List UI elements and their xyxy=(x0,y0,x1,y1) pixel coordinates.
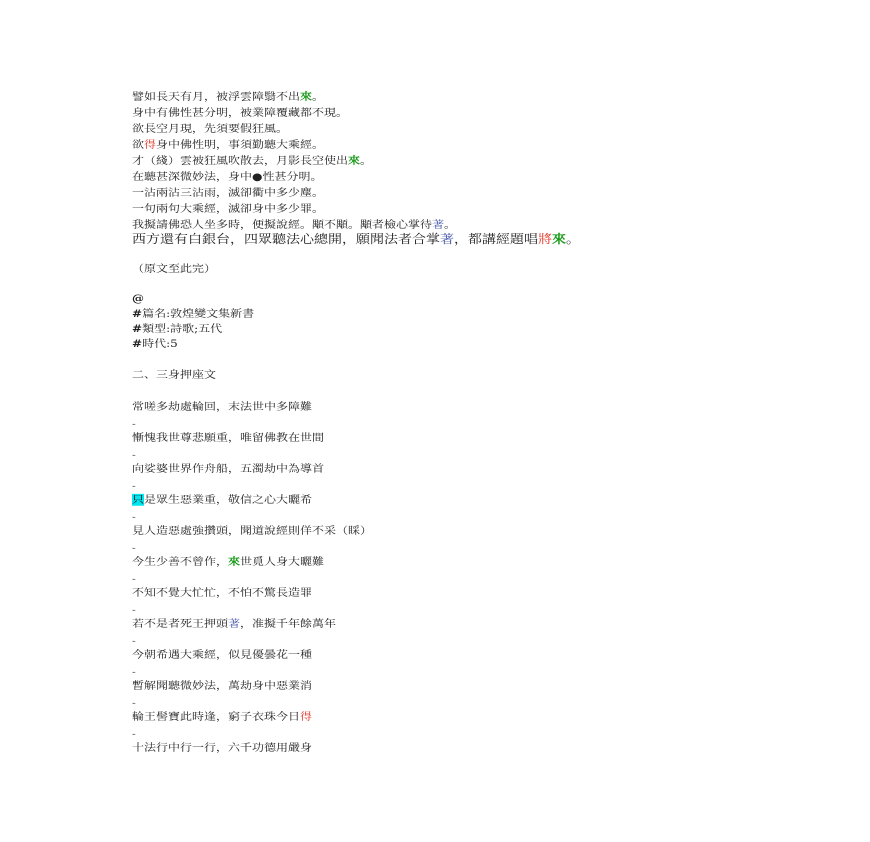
highlight-red: 將 xyxy=(538,232,552,247)
passage-line-3 xyxy=(132,122,288,136)
section-heading-text: 二、三身押座文 xyxy=(132,368,217,381)
passage-line-10 xyxy=(132,232,580,247)
at-symbol: @ xyxy=(132,292,144,305)
text-segment: 。 xyxy=(444,218,457,231)
text-segment: 我擬請佛恐人坐多時，便擬說經。顒不顒。顒者檢心掌待 xyxy=(132,218,433,231)
verse-3 xyxy=(132,462,324,476)
passage-line-8 xyxy=(132,202,324,216)
text-segment: 才（綫）雲被狂風吹散去，月影長空使出 xyxy=(132,154,349,167)
verse-text: 常嗟多劫處輪回，末法世中多障難 xyxy=(132,400,313,413)
verse-separator xyxy=(132,451,136,460)
highlight-green: 來 xyxy=(348,154,361,167)
text-segment: 身中有佛性甚分明，被業障覆藏都不現。 xyxy=(132,106,349,119)
verse-text: 見人造惡處強攢頭，聞道說經則佯不采（睬） xyxy=(132,524,373,537)
separator-dash: - xyxy=(132,728,136,740)
text-segment: 欲 xyxy=(132,138,145,151)
separator-dash: - xyxy=(132,511,136,523)
text-segment: 在聽甚深微妙法，身中●性甚分明。 xyxy=(132,170,323,183)
verse-7 xyxy=(132,586,312,600)
verse-text: 十法行中行一行，六千功德用嚴身 xyxy=(132,741,313,754)
verse-separator xyxy=(132,513,136,522)
metadata-title-text: 篇名:敦煌變文集新書 xyxy=(142,307,255,320)
highlight-cyan: 只 xyxy=(132,493,145,506)
verse-5 xyxy=(132,524,372,538)
separator-dash: - xyxy=(132,542,136,554)
separator-dash: - xyxy=(132,697,136,709)
separator-dash: - xyxy=(132,635,136,647)
text-segment: 。 xyxy=(360,154,373,167)
text-segment: 一沾兩沾三沾雨，滅卻衢中多少塵。 xyxy=(132,186,325,199)
passage-line-1 xyxy=(132,90,324,104)
text-segment: 欲長空月現，先須要假狂風。 xyxy=(132,122,289,135)
metadata-title xyxy=(132,307,254,321)
metadata-type xyxy=(132,322,222,336)
text-segment: 譬如長天有月，被浮雲障翳不出 xyxy=(132,90,301,103)
verse-9 xyxy=(132,648,312,662)
separator-dash: - xyxy=(132,573,136,585)
verse-2 xyxy=(132,431,324,445)
metadata-at xyxy=(132,292,144,306)
highlight-red: 得 xyxy=(300,710,313,723)
verse-10 xyxy=(132,679,312,693)
verse-4 xyxy=(132,493,312,507)
verse-8 xyxy=(132,617,336,631)
end-note-text: （原文至此完） xyxy=(132,262,217,275)
separator-dash: - xyxy=(132,418,136,430)
verse-text: 世覓人身大曬難 xyxy=(240,555,325,568)
highlight-blue: 著 xyxy=(228,617,241,630)
verse-1 xyxy=(132,400,312,414)
verse-text: 慚愧我世尊悲願重，唯留佛教在世間 xyxy=(132,431,325,444)
verse-text: 輪王髻寶此時逢，窮子衣珠今日 xyxy=(132,710,301,723)
verse-text: ，准擬千年餘萬年 xyxy=(240,617,337,630)
separator-dash: - xyxy=(132,666,136,678)
verse-text: 暫解聞聽微妙法，萬劫身中惡業消 xyxy=(132,679,313,692)
verse-text: 不知不覺大忙忙，不怕不驚長造罪 xyxy=(132,586,313,599)
separator-dash: - xyxy=(132,480,136,492)
passage-line-7 xyxy=(132,186,324,200)
metadata-era-text: 時代:5 xyxy=(142,337,178,350)
verse-text: 今生少善不曾作， xyxy=(132,555,229,568)
passage-line-5 xyxy=(132,154,372,168)
section-heading xyxy=(132,368,216,382)
text-segment: ，都講經題唱 xyxy=(454,232,538,247)
verse-separator xyxy=(132,420,136,429)
verse-separator xyxy=(132,668,136,677)
verse-text: 若不是者死王押頭 xyxy=(132,617,229,630)
highlight-blue: 著 xyxy=(432,218,445,231)
highlight-red: 得 xyxy=(144,138,157,151)
highlight-green: 來 xyxy=(228,555,241,568)
verse-separator xyxy=(132,482,136,491)
hash-marker: # xyxy=(132,322,143,335)
text-segment: 。 xyxy=(566,232,580,247)
verse-text: 向娑婆世界作舟船，五濁劫中為導首 xyxy=(132,462,325,475)
verse-12 xyxy=(132,741,312,755)
verse-separator xyxy=(132,730,136,739)
separator-dash: - xyxy=(132,449,136,461)
end-note xyxy=(132,262,216,276)
text-segment: 西方還有白銀台，四眾聽法心總開，願聞法者合掌 xyxy=(132,232,440,247)
verse-11 xyxy=(132,710,312,724)
passage-line-6 xyxy=(132,170,322,184)
text-segment: 一句兩句大乘經，滅卻身中多少罪。 xyxy=(132,202,325,215)
verse-text: 是眾生惡業重，敬信之心大曬希 xyxy=(144,493,313,506)
verse-text: 今朝希遇大乘經，似見優曇花一種 xyxy=(132,648,313,661)
passage-line-2 xyxy=(132,106,348,120)
passage-line-9 xyxy=(132,218,456,232)
verse-separator xyxy=(132,544,136,553)
hash-marker: # xyxy=(132,307,143,320)
highlight-blue: 著 xyxy=(440,232,454,247)
hash-marker: # xyxy=(132,337,143,350)
metadata-era xyxy=(132,337,178,351)
text-segment: 。 xyxy=(312,90,325,103)
metadata-type-text: 類型:詩歌;五代 xyxy=(142,322,223,335)
verse-6 xyxy=(132,555,324,569)
passage-line-4 xyxy=(132,138,324,152)
verse-separator xyxy=(132,575,136,584)
text-segment: 身中佛性明，事須勤聽大乘經。 xyxy=(156,138,325,151)
highlight-green: 來 xyxy=(300,90,313,103)
separator-dash: - xyxy=(132,604,136,616)
highlight-green: 來 xyxy=(552,232,566,247)
verse-separator xyxy=(132,699,136,708)
verse-separator xyxy=(132,637,136,646)
verse-separator xyxy=(132,606,136,615)
